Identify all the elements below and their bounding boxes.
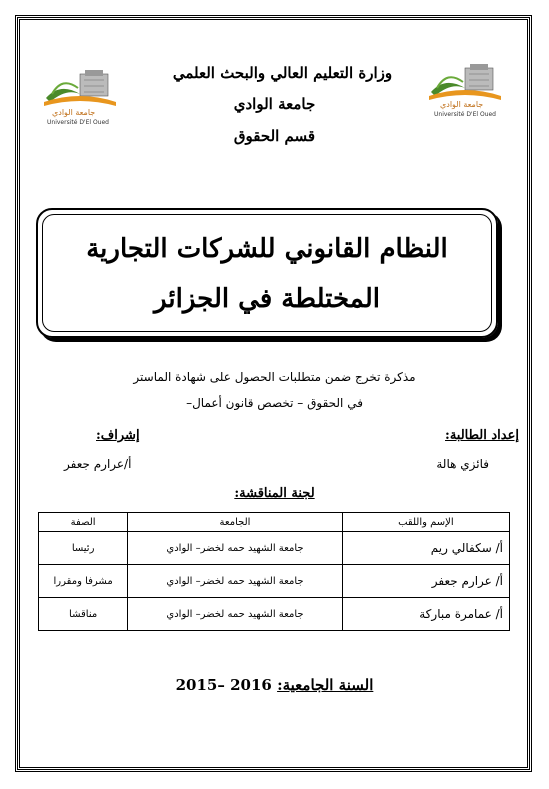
member-name: أ/ عرارم جعفر — [342, 565, 509, 598]
academic-year-label: السنة الجامعية: — [277, 676, 374, 694]
member-university: جامعة الشهيد حمه لخضر– الوادي — [128, 565, 342, 598]
title-box — [36, 208, 498, 338]
member-role: رئيسا — [39, 532, 128, 565]
header-name: الإسم واللقب — [342, 513, 509, 532]
header-role: الصفة — [39, 513, 128, 532]
specialty-line: في الحقوق – تخصص قانون أعمال– — [186, 396, 363, 410]
logo-left-arabic: جامعة الوادي — [52, 108, 96, 117]
member-role: مناقشا — [39, 598, 128, 631]
committee-label: لجنة المناقشة: — [234, 486, 315, 501]
university-name: جامعة الوادي — [233, 95, 316, 113]
committee-header-row — [39, 513, 510, 532]
prepared-by-label: إعداد الطالبة: — [445, 428, 519, 443]
academic-year: 2015– 2016 — [175, 676, 272, 694]
thesis-title: النظام القانوني للشركات التجارية المختلطة في الجزائر — [86, 234, 448, 314]
department-name: قسم الحقوق — [233, 127, 316, 145]
member-university: جامعة الشهيد حمه لخضر– الوادي — [128, 598, 342, 631]
member-role: مشرفا ومقررا — [39, 565, 128, 598]
supervision-label: إشراف: — [96, 428, 140, 443]
committee-table — [38, 512, 510, 631]
memo-description: مذكرة تخرج ضمن متطلبات الحصول على شهادة الماستر — [133, 370, 416, 384]
logo-left-latin: Université D'El Oued — [47, 119, 109, 126]
table-row — [39, 565, 510, 598]
academic-year-line — [0, 676, 549, 694]
ministry-name: وزارة التعليم العالي والبحث العلمي — [172, 64, 393, 82]
supervisor-name: أ/عرارم جعفر — [64, 457, 132, 471]
table-row — [39, 598, 510, 631]
table-row — [39, 532, 510, 565]
member-name: أ/ عمامرة مباركة — [342, 598, 509, 631]
header-university: الجامعة — [128, 513, 342, 532]
logo-right-latin: Université D'El Oued — [434, 111, 496, 118]
member-university: جامعة الشهيد حمه لخضر– الوادي — [128, 532, 342, 565]
member-name: أ/ سكفالي ريم — [342, 532, 509, 565]
student-name: فائزي هالة — [436, 457, 489, 471]
logo-right-arabic: جامعة الوادي — [440, 100, 484, 109]
